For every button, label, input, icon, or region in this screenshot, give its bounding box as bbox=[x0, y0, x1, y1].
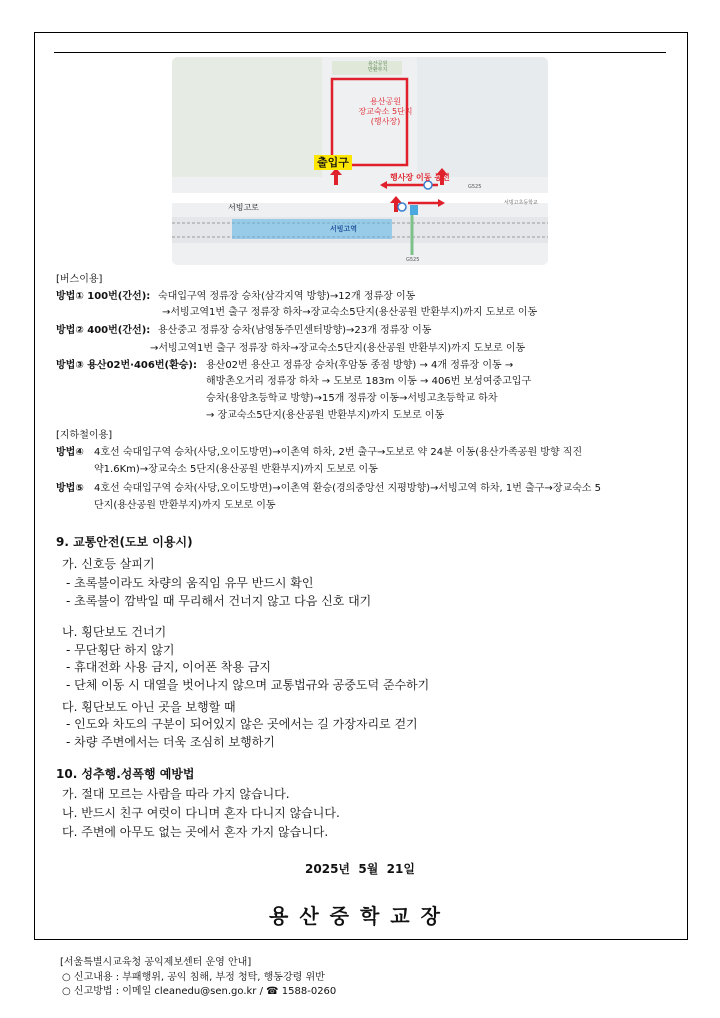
section-9-c-item-1: - 인도와 차도의 구분이 되어있지 않은 곳에서는 길 가장자리로 걷기 bbox=[66, 717, 418, 731]
entrance-label: 출입구 bbox=[314, 155, 352, 170]
bus-method-3-line-3: 승차(용암초등학교 방향)→15개 정류장 이동→서빙고초등학교 하차 bbox=[206, 393, 498, 404]
bus-method-2-line-1: 용산중고 정류장 승차(남영동주민센터방향)→23개 정류장 이동 bbox=[158, 325, 432, 336]
school-label: 서빙고초등학교 bbox=[504, 200, 538, 206]
section-9-a-item-2: - 초록불이 깜박일 때 무리해서 건너지 않고 다음 신호 대기 bbox=[66, 594, 372, 608]
footer-line-2: ○ 신고방법 : 이메일 cleanedu@sen.go.kr / ☎ 1588-0260 bbox=[62, 986, 337, 997]
subway-method-4-label: 방법④ bbox=[56, 447, 84, 458]
section-10-item-3: 다. 주변에 아무도 없는 곳에서 혼자 가지 않습니다. bbox=[62, 825, 329, 839]
stop-code-label-1: G525 bbox=[468, 184, 482, 190]
footer-line-1: ○ 신고내용 : 부패행위, 공익 침해, 부정 청탁, 행동강령 위반 bbox=[62, 972, 325, 983]
stop-code-label-2: G525 bbox=[406, 257, 420, 263]
bus-method-1-line-2: →서빙고역1번 출구 정류장 하차→장교숙소5단지(용산공원 반환부지)까지 도보로 이동 bbox=[162, 307, 538, 318]
map-graphic bbox=[172, 57, 548, 265]
section-9-b-item-3: - 단체 이동 시 대열을 벗어나지 않으며 교통법규와 공중도덕 준수하기 bbox=[66, 678, 430, 692]
bus-method-3-line-4: → 장교숙소5단지(용산공원 반환부지)까지 도보로 이동 bbox=[206, 410, 445, 421]
bus-method-3-line-1: 용산02번 용산고 정류장 승차(후암동 종점 방향) → 4개 정류장 이동 → bbox=[206, 360, 514, 371]
top-rule bbox=[54, 52, 666, 53]
subway-method-5-line-1: 4호선 숙대입구역 승차(사당,오이도방면)→이촌역 환승(경의중앙선 지평방향)→서빙고역 하차, 1번 출구→장교숙소 5 bbox=[94, 483, 601, 494]
bus-method-2-line-2: →서빙고역1번 출구 정류장 하차→장교숙소5단지(용산공원 반환부지)까지 도보로 이동 bbox=[150, 343, 526, 354]
document-date: 2025년 5월 21일 bbox=[305, 862, 415, 876]
subway-method-4-line-2: 약1.6Km)→장교숙소 5단지(용산공원 반환부지)까지 도보로 이동 bbox=[94, 464, 378, 475]
section-10-title: 10. 성추행.성폭행 예방법 bbox=[56, 767, 195, 781]
subway-method-5-line-2: 단지(용산공원 반환부지)까지 도보로 이동 bbox=[94, 500, 276, 511]
section-9-b-heading: 나. 횡단보도 건너기 bbox=[62, 625, 167, 639]
station-label: 서빙고역 bbox=[330, 225, 358, 233]
bus-method-2-label: 방법② 400번(간선): bbox=[56, 325, 151, 336]
subway-header: [지하철이용] bbox=[56, 430, 113, 441]
section-9-b-item-1: - 무단횡단 하지 않기 bbox=[66, 643, 175, 657]
bus-method-1-label: 방법① 100번(간선): bbox=[56, 291, 151, 302]
section-9-a-item-1: - 초록불이라도 차량의 움직임 유무 반드시 확인 bbox=[66, 576, 314, 590]
venue-label: 용산공원 장교숙소 5단지 (행사장) bbox=[358, 97, 413, 126]
section-9-c-item-2: - 차량 주변에서는 더욱 조심히 보행하기 bbox=[66, 735, 275, 749]
subway-method-5-label: 방법⑤ bbox=[56, 483, 84, 494]
bus-method-1-line-1: 숙대입구역 정류장 승차(삼각지역 방향)→12개 정류장 이동 bbox=[158, 291, 416, 302]
bus-method-3-label: 방법③ 용산02번·406번(환승): bbox=[56, 360, 197, 371]
bus-header: [버스이용] bbox=[56, 274, 103, 285]
subway-method-4-line-1: 4호선 숙대입구역 승차(사당,오이도방면)→이촌역 하차, 2번 출구→도보로 약 24분 이동(용산가족공원 방향 직진 bbox=[94, 447, 583, 458]
section-9-title: 9. 교통안전(도보 이용시) bbox=[56, 535, 193, 549]
section-10-item-1: 가. 절대 모르는 사람을 따라 가지 않습니다. bbox=[62, 787, 290, 801]
route-label: 행사장 이동 동선 bbox=[390, 173, 450, 182]
bus-method-3-line-2: 해방촌오거리 정류장 하차 → 도보로 183m 이동 → 406번 보성여중고입구 bbox=[206, 376, 532, 387]
section-9-b-item-2: - 휴대전화 사용 금지, 이어폰 착용 금지 bbox=[66, 660, 271, 674]
location-map bbox=[172, 57, 548, 265]
section-10-item-2: 나. 반드시 친구 여럿이 다니며 혼자 다니지 않습니다. bbox=[62, 806, 340, 820]
principal-signature: 용산중학교장 bbox=[269, 904, 451, 928]
road-label: 서빙고로 bbox=[228, 203, 259, 212]
section-9-a-heading: 가. 신호등 살피기 bbox=[62, 557, 155, 571]
park-label: 용산공원 반환부지 bbox=[368, 61, 388, 73]
section-9-c-heading: 다. 횡단보도 아닌 곳을 보행할 때 bbox=[62, 700, 236, 714]
footer-title: [서울특별시교육청 공익제보센터 운영 안내] bbox=[60, 957, 252, 968]
